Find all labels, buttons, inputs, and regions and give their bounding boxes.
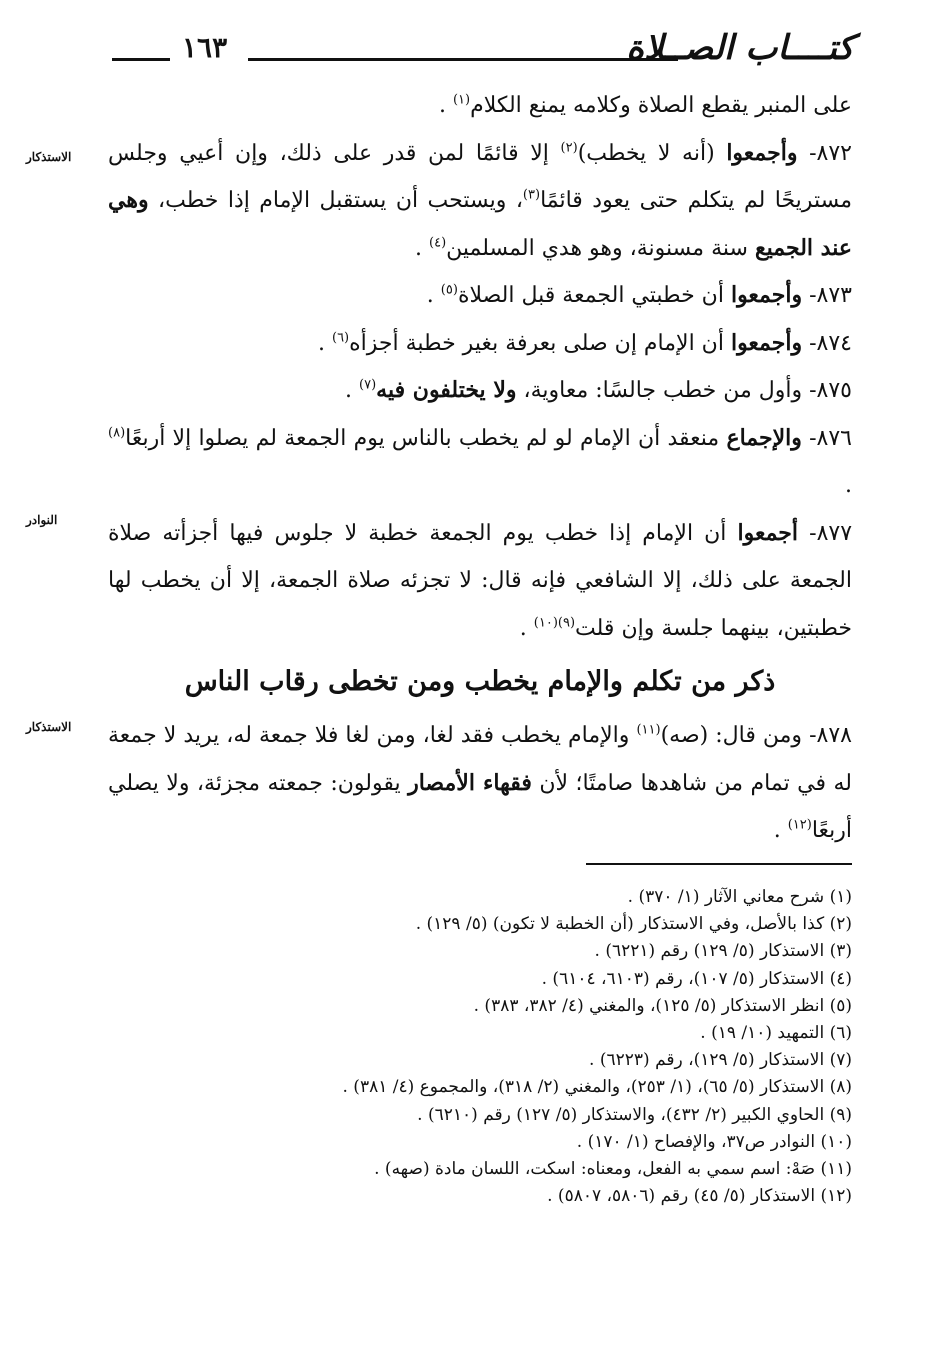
footnotes	[160, 884, 852, 1210]
footnote: (٨) الاستذكار (٥/ ٦٥)، (١/ ٢٥٣)، والمغني (٢/ ٣١٨)، والمجموع (٤/ ٣٨١) .	[342, 1077, 852, 1098]
footnote: (٥) انظر الاستذكار (٥/ ١٢٥)، والمغني (٤/ ٣٨٢، ٣٨٣) .	[473, 995, 852, 1016]
margin-note-istidhkar: الاستذكار	[26, 150, 72, 164]
margin-note-istidhkar: الاستذكار	[26, 720, 72, 734]
footnote-ref: (٤)	[429, 235, 447, 251]
footnote-separator	[586, 863, 852, 865]
footnote: (٧) الاستذكار (٥/ ١٢٩)، رقم (٦٢٢٣) .	[589, 1050, 852, 1071]
paragraph-number: ٨٧٣-	[802, 283, 852, 308]
footnote-ref: (٢)	[560, 140, 578, 156]
footnote-ref: (٨)	[108, 425, 126, 441]
footnote: (١٢) الاستذكار (٥/ ٤٥) رقم (٥٨٠٦، ٥٨٠٧) .	[547, 1186, 852, 1207]
footnote: (٢) كذا بالأصل، وفي الاستذكار (أن الخطبة لا تكون) (٥/ ١٢٩) .	[415, 914, 852, 935]
footnote: (٩) الحاوي الكبير (٢/ ٤٣٢)، والاستذكار (٥/ ١٢٧) رقم (٦٢١٠) .	[417, 1104, 852, 1125]
footnote-ref: (٩)(١٠)	[533, 615, 576, 631]
footnote: (٤) الاستذكار (٥/ ١٠٧)، رقم (٦١٠٣، ٦١٠٤) .	[541, 968, 852, 989]
header-rule-short	[112, 58, 170, 61]
paragraph-873: ٨٧٣- وأجمعوا أن خطبتي الجمعة قبل الصلاة$^{(٥)}$ .	[426, 282, 852, 308]
footnote: (١٠) النوادر ص٣٧، والإفصاح (١/ ١٧٠) .	[576, 1131, 852, 1152]
paragraph-intro: على المنبر يقطع الصلاة وكلامه يمنع الكلام$^{(١)}$ .	[438, 92, 852, 118]
paragraph-number: ٨٧٤-	[802, 330, 852, 356]
book-title: كتــــاب الصــلاة	[626, 28, 854, 68]
paragraph-872: ٨٧٢- وأجمعوا (أنه لا يخطب)$^{(٢)}$ إلا قائمًا لمن قدر على ذلك، وإن أعيي وجلس مستريحًا لم يتكلم حتى يعود قائمًا$^{(٣)}$، ويستحب أن يستقبل الإمام إذا خطب، وهي عند الجميع سنة مسنونة، وهو هدي المسلمين$^{(٤)}$ .	[108, 139, 852, 261]
footnote-ref: (٦)	[331, 330, 350, 346]
footnote-ref: (٥)	[440, 282, 458, 298]
paragraph-number: ٨٧٦-	[801, 425, 852, 451]
footnote-ref: (١١)	[636, 722, 661, 738]
paragraph-875: ٨٧٥- وأول من خطب جالسًا: معاوية، ولا يختلفون فيه$^{(٧)}$ .	[345, 377, 852, 403]
header-rule	[248, 58, 678, 61]
footnote: (٣) الاستذكار (٥/ ١٢٩) رقم (٦٢٢١) .	[594, 941, 852, 962]
paragraph-number: ٨٧٢-	[797, 140, 852, 166]
footnote-ref: (٧)	[359, 377, 377, 393]
section-heading: ذكر من تكلم والإمام يخطب ومن تخطى رقاب الناس	[184, 666, 776, 697]
paragraph-874: ٨٧٤- وأجمعوا أن الإمام إن صلى بعرفة بغير خطبة أجزأه$^{(٦)}$ .	[317, 329, 852, 356]
main-text	[108, 82, 852, 855]
footnote: (١١) صَهْ: اسم سمي به الفعل، ومعناه: اسكت، اللسان مادة (صهه) .	[374, 1159, 852, 1180]
paragraph-876: ٨٧٦- والإجماع منعقد أن الإمام لو لم يخطب بالناس يوم الجمعة لم يصلوا إلا أربعًا$^{(٨)}$ .	[108, 424, 852, 498]
paragraph-number: ٨٧٥-	[802, 378, 852, 403]
paragraph-number: ٨٧٨-	[802, 723, 852, 748]
paragraph-878: ٨٧٨- ومن قال: (صه)$^{(١١)}$ والإمام يخطب فقد لغا، ومن لغا فلا جمعة له، يريد لا جمعة له في تمام من شاهدها صامتًا؛ لأن فقهاء الأمصار يقولون: جمعته مجزئة، ولا يصلي أربعًا$^{(١٢)}$ .	[108, 722, 852, 843]
paragraph-number: ٨٧٧-	[798, 520, 853, 546]
footnote-ref: (١)	[452, 92, 471, 108]
footnote-ref: (٣)	[522, 187, 541, 203]
footnote: (١) شرح معاني الآثار (١/ ٣٧٠) .	[627, 887, 852, 907]
footnote-ref: (١٢)	[787, 817, 812, 833]
margin-note-nawadir: النوادر	[26, 513, 58, 527]
footnote: (٦) التمهيد (١٠/ ١٩) .	[700, 1023, 852, 1044]
paragraph-877: ٨٧٧- أجمعوا أن الإمام إذا خطب يوم الجمعة خطبة لا جلوس فيها أجزأته صلاة الجمعة على ذلك، إلا الشافعي فإنه قال: لا تجزئه صلاة الجمعة، إلا أن يخطب لها خطبتين، بينهما جلسة وإن قلت$^{(٩)(١٠)}$ .	[108, 519, 853, 641]
running-header	[112, 26, 854, 70]
page-number: ١٦٣	[182, 31, 228, 64]
